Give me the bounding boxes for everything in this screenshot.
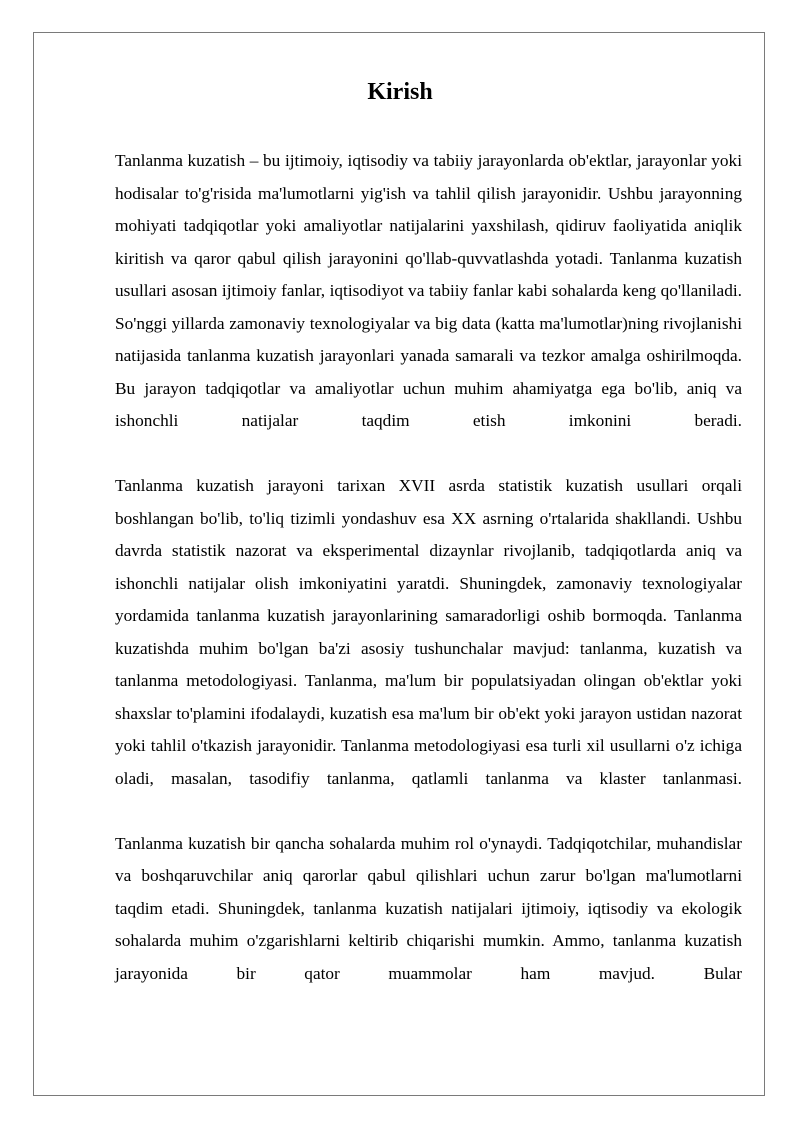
document-body xyxy=(115,145,742,990)
paragraph-intro: Tanlanma kuzatish – bu ijtimoiy, iqtisodiy va tabiiy jarayonlarda ob'ektlar, jarayonlar yoki hodisalar to'g'risida ma'lumotlarni yig'ish va tahlil qilish jarayonidir. Ushbu jarayonning mohiyati tadqiqotlar yoki amaliyotlar natijalarini yaxshilash, qidiruv faoliyatida aniqlik kiritish va qaror qabul qilish jarayonini qo'llab-quvvatlashda yotadi. Tanlanma kuzatish usullari asosan ijtimoiy fanlar, iqtisodiyot va tabiiy fanlar kabi sohalarda keng qo'llaniladi. So'nggi yillarda zamonaviy texnologiyalar va big data (katta ma'lumotlar)ning rivojlanishi natijasida tanlanma kuzatish jarayonlari yanada samarali va tezkor amalga oshirilmoqda. Bu jarayon tadqiqotlar va amaliyotlar uchun muhim ahamiyatga ega bo'lib, aniq va ishonchli natijalar taqdim etish imkonini beradi. xyxy=(115,151,742,430)
paragraph-roles: Tanlanma kuzatish bir qancha sohalarda muhim rol o'ynaydi. Tadqiqotchilar, muhandislar va boshqaruvchilar aniq qarorlar qabul qilishlari uchun zarur bo'lgan ma'lumotlarni taqdim etadi. Shuningdek, tanlanma kuzatish natijalari ijtimoiy, iqtisodiy va ekologik sohalarda muhim o'zgarishlarni keltirib chiqarishi mumkin. Ammo, tanlanma kuzatish jarayonida bir qator muammolar ham mavjud. Bular xyxy=(115,833,742,983)
paragraph-history: Tanlanma kuzatish jarayoni tarixan XVII asrda statistik kuzatish usullari orqali boshlangan bo'lib, to'liq tizimli yondashuv esa XX asrning o'rtalarida shakllandi. Ushbu davrda statistik nazorat va eksperimental dizaynlar rivojlanib, tadqiqotlarda aniq va ishonchli natijalar olish imkoniyatini yaratdi. Shuningdek, zamonaviy texnologiyalar yordamida tanlanma kuzatish jarayonlarining samaradorligi oshib bormoqda. Tanlanma kuzatishda muhim bo'lgan ba'zi asosiy tushunchalar mavjud: tanlanma, kuzatish va tanlanma metodologiyasi. Tanlanma, ma'lum bir populatsiyadan olingan ob'ektlar yoki shaxslar to'plamini ifodalaydi, kuzatish esa ma'lum bir ob'ekt yoki jarayon ustidan nazorat yoki tahlil o'tkazish jarayonidir. Tanlanma metodologiyasi esa turli xil usullarni o'z ichiga oladi, masalan, tasodifiy tanlanma, qatlamli tanlanma va klaster tanlanmasi. xyxy=(115,476,742,788)
document-title: Kirish xyxy=(367,79,433,105)
